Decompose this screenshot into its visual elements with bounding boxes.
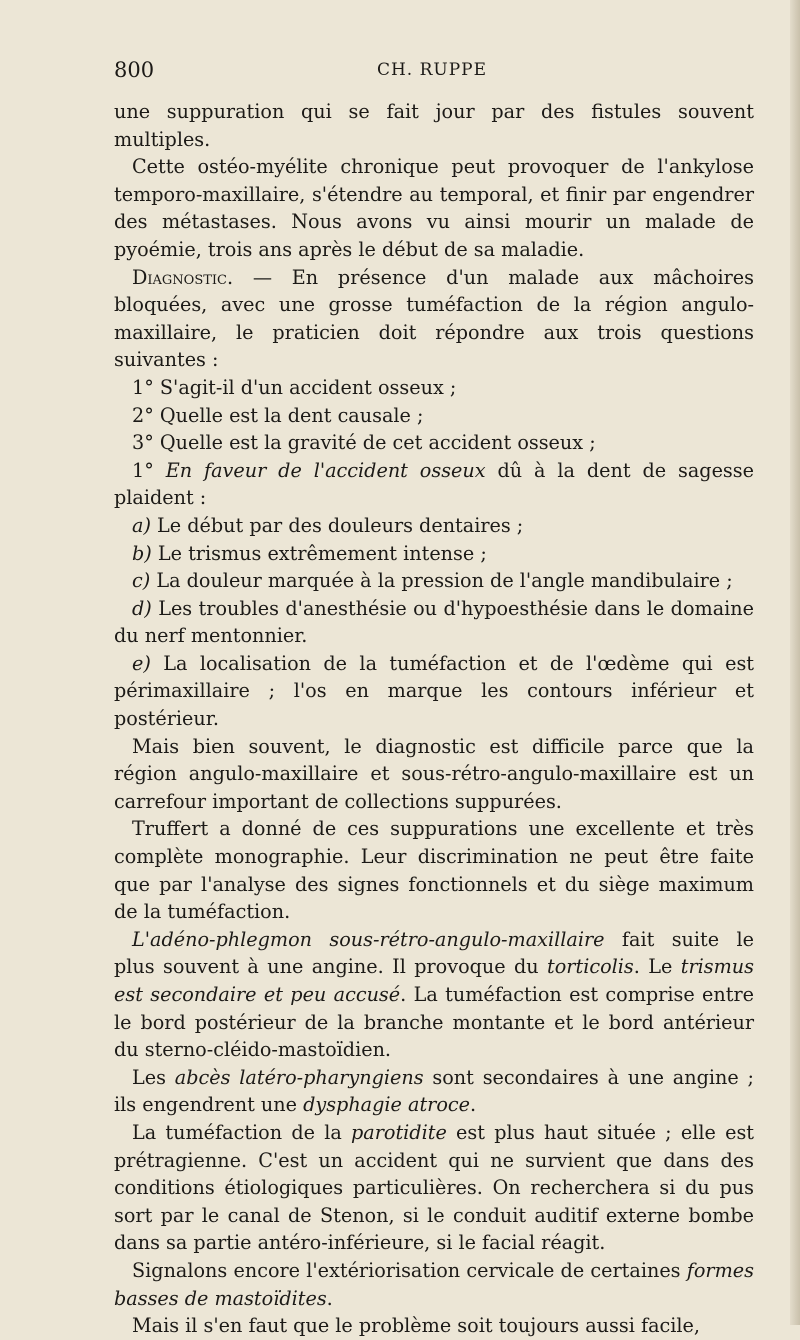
paragraph-text: fait suite le plus souvent à une angine. Il provoque du (114, 927, 754, 979)
list-text: La douleur marquée à la pression de l'angle mandibulaire ; (150, 569, 733, 593)
paragraph-parotidite (114, 1119, 754, 1257)
paragraph-text: . La tuméfaction est comprise entre le bord postérieur de la branche montante et le bord antérieur du sterno-cléido-mastoïdien. (114, 983, 755, 1062)
paragraph-diagnostic (114, 264, 754, 374)
paragraph-text: est plus haut située ; elle est prétragienne. C'est un accident qui ne survient que dans des conditions étiologiques particulières. On recherchera si du pus sort par le canal de Stenon, si le conduit auditif externe bombe dans sa partie antéro-inférieure, si le facial réagit. (114, 1120, 754, 1255)
paragraph-text: . (469, 1093, 477, 1117)
paragraph-text: Signalons encore l'extériorisation cervicale de certaines (132, 1258, 687, 1282)
paragraph-mastoidites (114, 1257, 754, 1312)
paragraph-number: 1° (132, 458, 166, 482)
paragraph-text: La tuméfaction de la (132, 1120, 352, 1144)
paragraph-last: Mais il s'en faut que le problème soit toujours aussi facile, (132, 1314, 700, 1338)
question-2: 2° Quelle est la dent causale ; (132, 403, 424, 427)
list-item-c (114, 567, 754, 595)
paragraph-adeno-phlegmon (114, 926, 754, 1064)
page-edge-shadow (790, 0, 800, 1325)
paragraph-abces (114, 1064, 754, 1119)
list-label: b) (132, 541, 152, 565)
italic-phrase: parotidite (351, 1120, 447, 1144)
page-number: 800 (114, 58, 155, 82)
list-item-e (114, 650, 754, 733)
section-label: Diagnostic. (132, 265, 234, 289)
paragraph-text: dû à la dent de sagesse plaident : (114, 458, 754, 510)
italic-phrase: L'adéno-phlegmon sous-rétro-angulo-maxillaire (132, 927, 605, 951)
list-item-b (114, 540, 754, 568)
paragraph-text: Les (132, 1065, 175, 1089)
paragraph-2: Cette ostéo-myélite chronique peut provoquer de l'ankylose temporo-maxillaire, s'étendre au temporal, et finir par engendrer des métastases. Nous avons vu ainsi mourir un malade de pyoémie, trois ans après le début de sa maladie. (114, 155, 754, 261)
list-text: Le trismus extrêmement intense ; (151, 541, 487, 565)
list-label: e) (132, 651, 151, 675)
list-label: a) (132, 513, 151, 537)
page-body (114, 98, 754, 1340)
italic-phrase: dysphagie atroce (303, 1093, 470, 1117)
list-text: Le début par des douleurs dentaires ; (150, 513, 524, 537)
list-item-a (114, 512, 754, 540)
list-label: c) (132, 569, 151, 593)
paragraph-text: — En présence d'un malade aux mâchoires bloquées, avec une grosse tuméfaction de la région angulo-maxillaire, le praticien doit répondre aux trois questions suivantes : (114, 265, 754, 372)
list-text: La localisation de la tuméfaction et de l'œdème qui est périmaxillaire ; l'os en marque les contours inférieur et postérieur. (114, 651, 754, 731)
paragraph-1: une suppuration qui se fait jour par des fistules souvent multiples. (114, 100, 754, 151)
italic-phrase: abcès latéro-pharyngiens (174, 1065, 424, 1089)
italic-phrase: trismus est secondaire et peu accusé (114, 955, 754, 1006)
italic-phrase: En faveur de l'accident osseux (165, 458, 486, 482)
list-text: Les troubles d'anesthésie ou d'hypoesthésie dans le domaine du nerf mentonnier. (114, 596, 754, 648)
paragraph-text: sont secondaires à une angine ; ils engendrent une (114, 1065, 755, 1117)
page-header (114, 58, 750, 88)
question-3: 3° Quelle est la gravité de cet accident osseux ; (132, 431, 596, 455)
list-label: d) (132, 596, 152, 620)
paragraph-5: Mais bien souvent, le diagnostic est difficile parce que la région angulo-maxillaire et sous-rétro-angulo-maxillaire est un carrefour important de collections suppurées. (114, 734, 754, 813)
paragraph-text: . Le (633, 955, 681, 979)
paragraph-accident-osseux (114, 457, 754, 512)
paragraph-6: Truffert a donné de ces suppurations une excellente et très complète monographie. Leur discrimination ne peut être faite que par l'analyse des signes fonctionnels et du siège maximum de la tuméfaction. (114, 817, 754, 924)
italic-phrase: formes basses de mastoïdites (114, 1258, 754, 1310)
running-head: CH. RUPPE (376, 60, 488, 80)
list-item-d (114, 595, 754, 650)
paragraph-text: . (326, 1286, 333, 1310)
question-1: 1° S'agit-il d'un accident osseux ; (132, 375, 457, 399)
italic-phrase: torticolis (547, 955, 634, 979)
